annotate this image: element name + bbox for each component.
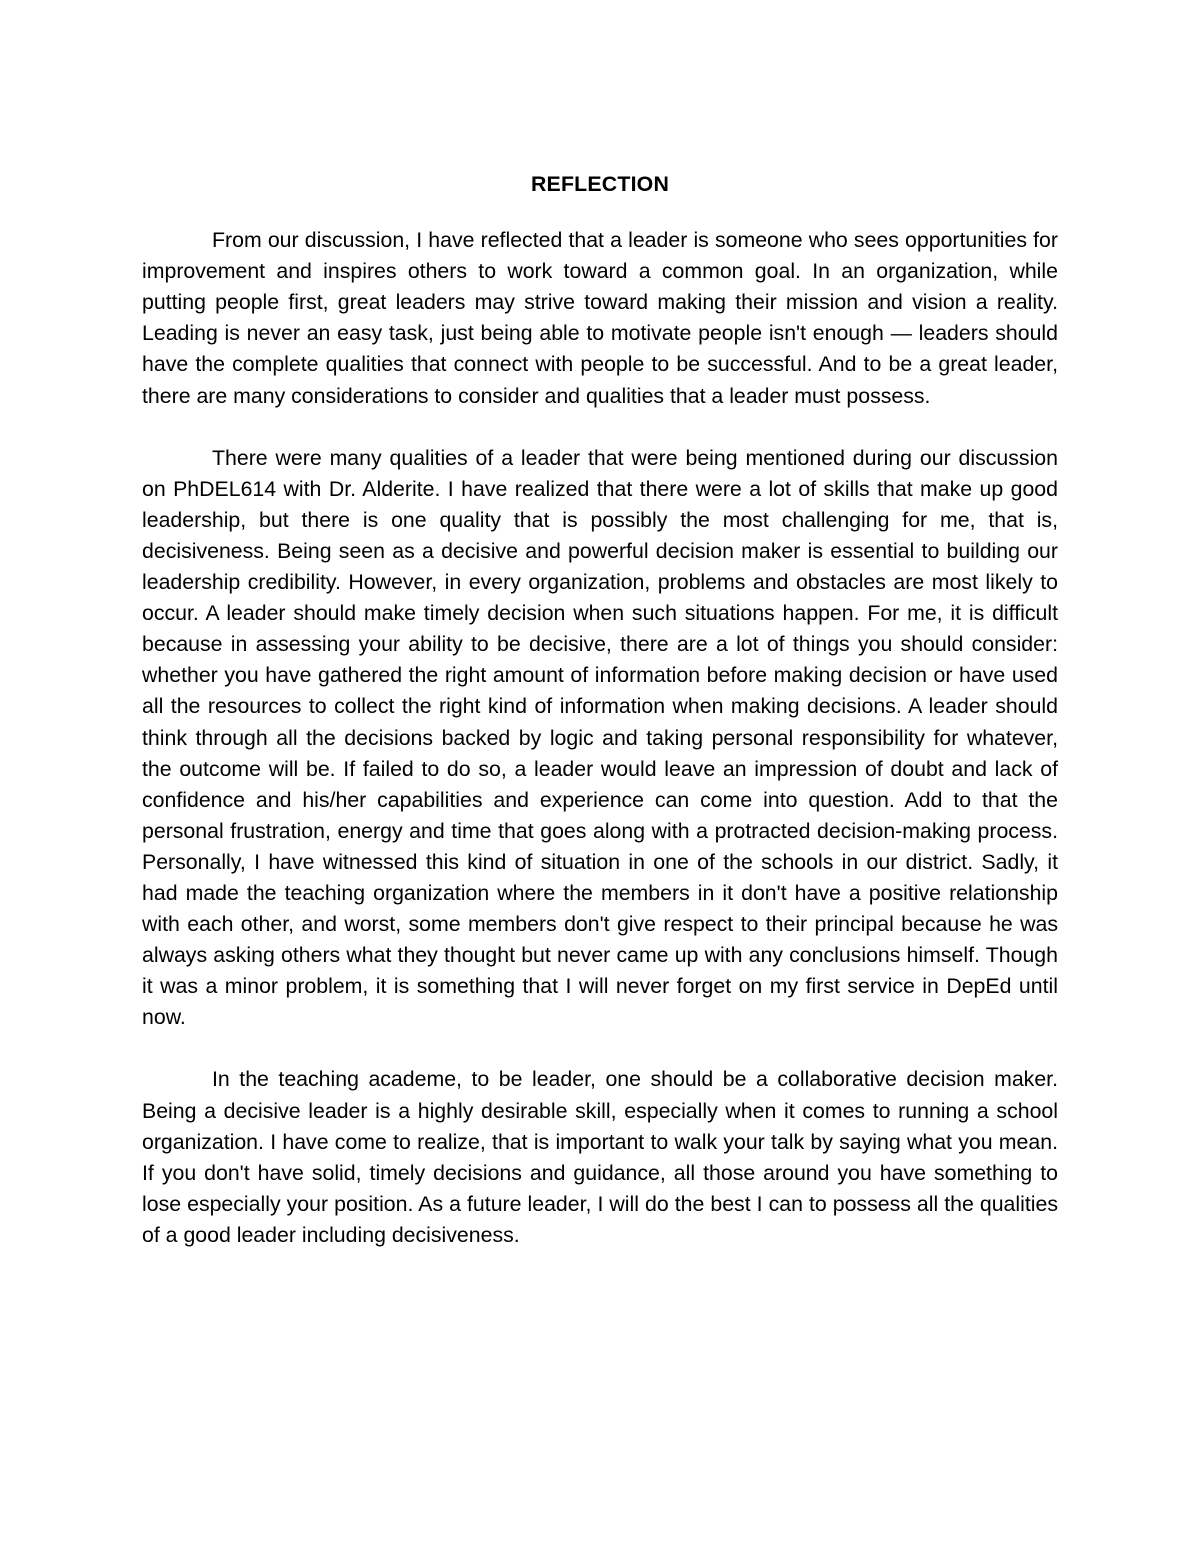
paragraph-3: In the teaching academe, to be leader, one should be a collaborative decision maker. Being a decisive leader is a highly desirable skill, especially when it comes to running a school organization. I have come to realize, that is important to walk your talk by saying what you mean. If you don't have solid, timely decisions and guidance, all those around you have something to lose especially your position. As a future leader, I will do the best I can to possess all the qualities of a good leader including decisiveness. bbox=[142, 1067, 1058, 1247]
document-title: REFLECTION bbox=[530, 172, 670, 196]
paragraph-1: From our discussion, I have reflected that a leader is someone who sees opportunities for improvement and inspires others to work toward a common goal. In an organization, while putting people first, great leaders may strive toward making their mission and vision a reality. Leading is never an easy task, just being able to motivate people isn't enough — leaders should have the complete qualities that connect with people to be successful. And to be a great leader, there are many considerations to consider and qualities that a leader must possess. bbox=[142, 228, 1058, 408]
document-body bbox=[142, 168, 1058, 1251]
paragraph-2: There were many qualities of a leader that were being mentioned during our discussion on PhDEL614 with Dr. Alderite. I have realized that there were a lot of skills that make up good leadership, but there is one quality that is possibly the most challenging for me, that is, decisiveness. Being seen as a decisive and powerful decision maker is essential to building our leadership credibility. However, in every organization, problems and obstacles are most likely to occur. A leader should make timely decision when such situations happen. For me, it is difficult because in assessing your ability to be decisive, there are a lot of things you should consider: whether you have gathered the right amount of information before making decision or have used all the resources to collect the right kind of information when making decisions. A leader should think through all the decisions backed by logic and taking personal responsibility for whatever, the outcome will be. If failed to do so, a leader would leave an impression of doubt and lack of confidence and his/her capabilities and experience can come into question. Add to that the personal frustration, energy and time that goes along with a protracted decision-making process. Personally, I have witnessed this kind of situation in one of the schools in our district. Sadly, it had made the teaching organization where the members in it don't have a positive relationship with each other, and worst, some members don't give respect to their principal because he was always asking others what they thought but never came up with any conclusions himself. Though it was a minor problem, it is something that I will never forget on my first service in DepEd until now. bbox=[142, 445, 1058, 1030]
